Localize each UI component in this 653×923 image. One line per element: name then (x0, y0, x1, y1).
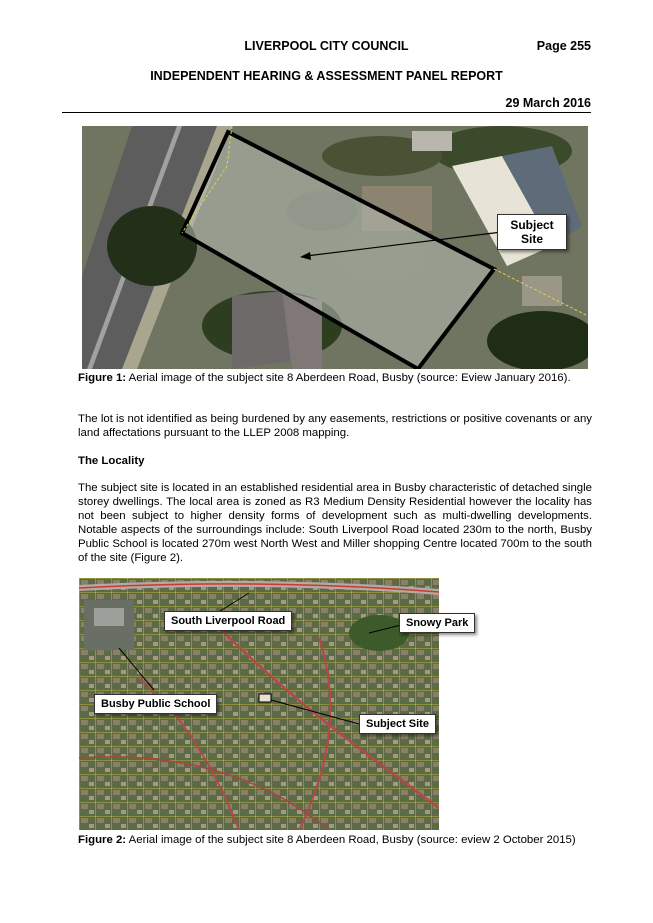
figure-2-label: Figure 2: (78, 834, 127, 846)
snowy-park-label-overlay: Snowy Park (399, 613, 475, 633)
figure-2-caption (78, 833, 592, 847)
figure-1-caption (78, 371, 592, 385)
page-number: Page 255 (536, 39, 591, 53)
figure-2-caption-text: Aerial image of the subject site 8 Aberdeen Road, Busby (source: eview 2 October 2015) (128, 834, 576, 846)
paragraph-easements: The lot is not identified as being burdened by any easements, restrictions or positive covenants or any land affectations pursuant to the LLEP 2008 mapping. (78, 413, 592, 439)
figure-1-caption-text: Aerial image of the subject site 8 Aberdeen Road, Busby (source: Eview January 2016). (128, 372, 571, 384)
figure-1-label: Figure 1: (78, 372, 127, 384)
report-title: INDEPENDENT HEARING & ASSESSMENT PANEL REPORT (150, 69, 503, 83)
report-date: 29 March 2016 (505, 96, 591, 110)
header-rule (62, 112, 591, 113)
council-name: LIVERPOOL CITY COUNCIL (244, 39, 409, 53)
subject-site-callout: Subject Site (359, 714, 436, 734)
section-heading: The Locality (78, 455, 145, 467)
figure-2-aerial-image (79, 578, 439, 830)
figure-1-aerial-image (82, 126, 588, 369)
busby-public-school-callout: Busby Public School (94, 694, 217, 714)
south-liverpool-road-callout: South Liverpool Road (164, 611, 292, 631)
paragraph-locality: The subject site is located in an established residential area in Busby characteristic of detached single storey dwellings. The local area is zoned as R3 Medium Density Residential however the locality has not been subject to higher density forms of development such as multi-dwelling developments. Notable aspects of the surroundings include: South Liverpool Road located 230m to the north, Busby Public School is located 270m west North West and Miller shopping Centre located 700m to the south of the site (Figure 2). (78, 482, 592, 564)
subject-site-callout: Subject Site (497, 214, 567, 250)
